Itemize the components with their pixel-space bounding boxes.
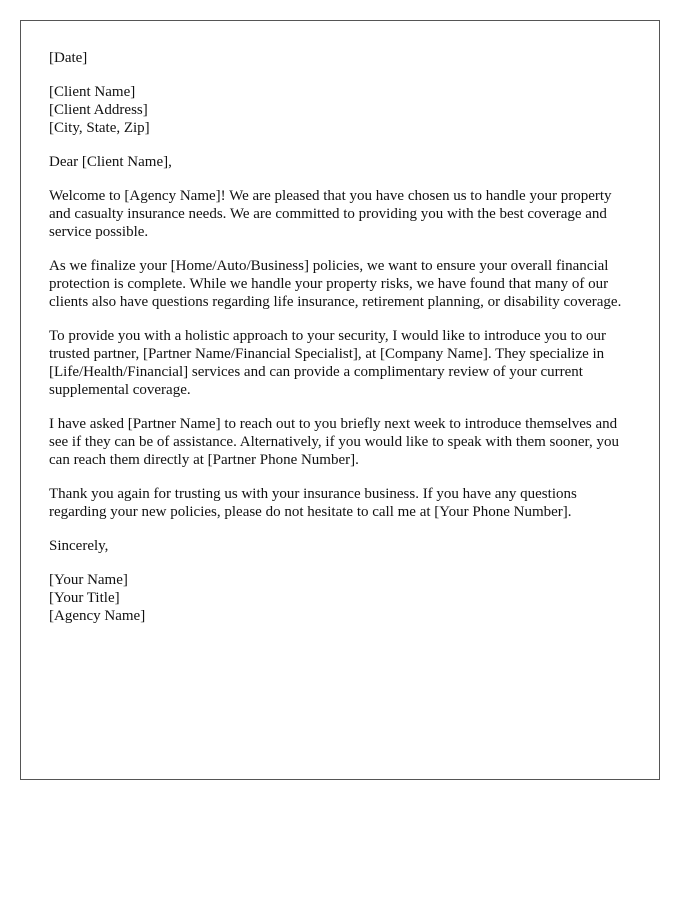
paragraph-finalize: As we finalize your [Home/Auto/Business] policies, we want to ensure your overall financial protection is complete. While we handle your property risks, we have found that many of our clients also have questions regarding life insurance, retirement planning, or disability coverage. xyxy=(49,258,622,310)
letter-date: [Date] xyxy=(49,50,88,66)
recipient-address: [Client Address] xyxy=(49,102,148,118)
recipient-name: [Client Name] xyxy=(49,84,136,100)
date-block xyxy=(49,49,634,67)
signature-title: [Your Title] xyxy=(49,590,120,606)
signature-name: [Your Name] xyxy=(49,572,128,588)
salutation-block xyxy=(49,153,634,171)
letter-body xyxy=(49,49,634,641)
signature-agency: [Agency Name] xyxy=(49,608,146,624)
closing: Sincerely, xyxy=(49,538,109,554)
signature-block xyxy=(49,571,634,625)
paragraph-followup: I have asked [Partner Name] to reach out to you briefly next week to introduce themselves and see if they can be of assistance. Alternatively, if you would like to speak with them sooner, you can reach them directly at [Partner Phone Number]. xyxy=(49,416,619,468)
recipient-city-state-zip: [City, State, Zip] xyxy=(49,120,150,136)
paragraph-introduction: To provide you with a holistic approach to your security, I would like to introduce you to our trusted partner, [Partner Name/Financial Specialist], at [Company Name]. They specialize in [Life/Health/Financial] services and can provide a complimentary review of your current supplemental coverage. xyxy=(49,328,607,398)
paragraph-welcome: Welcome to [Agency Name]! We are pleased that you have chosen us to handle your property and casualty insurance needs. We are committed to providing you with the best coverage and service possible. xyxy=(49,188,612,240)
closing-block xyxy=(49,537,634,555)
paragraph-thanks: Thank you again for trusting us with your insurance business. If you have any questions regarding your new policies, please do not hesitate to call me at [Your Phone Number]. xyxy=(49,486,577,520)
recipient-block xyxy=(49,83,634,137)
salutation: Dear [Client Name], xyxy=(49,154,172,170)
letter-page xyxy=(20,20,660,780)
